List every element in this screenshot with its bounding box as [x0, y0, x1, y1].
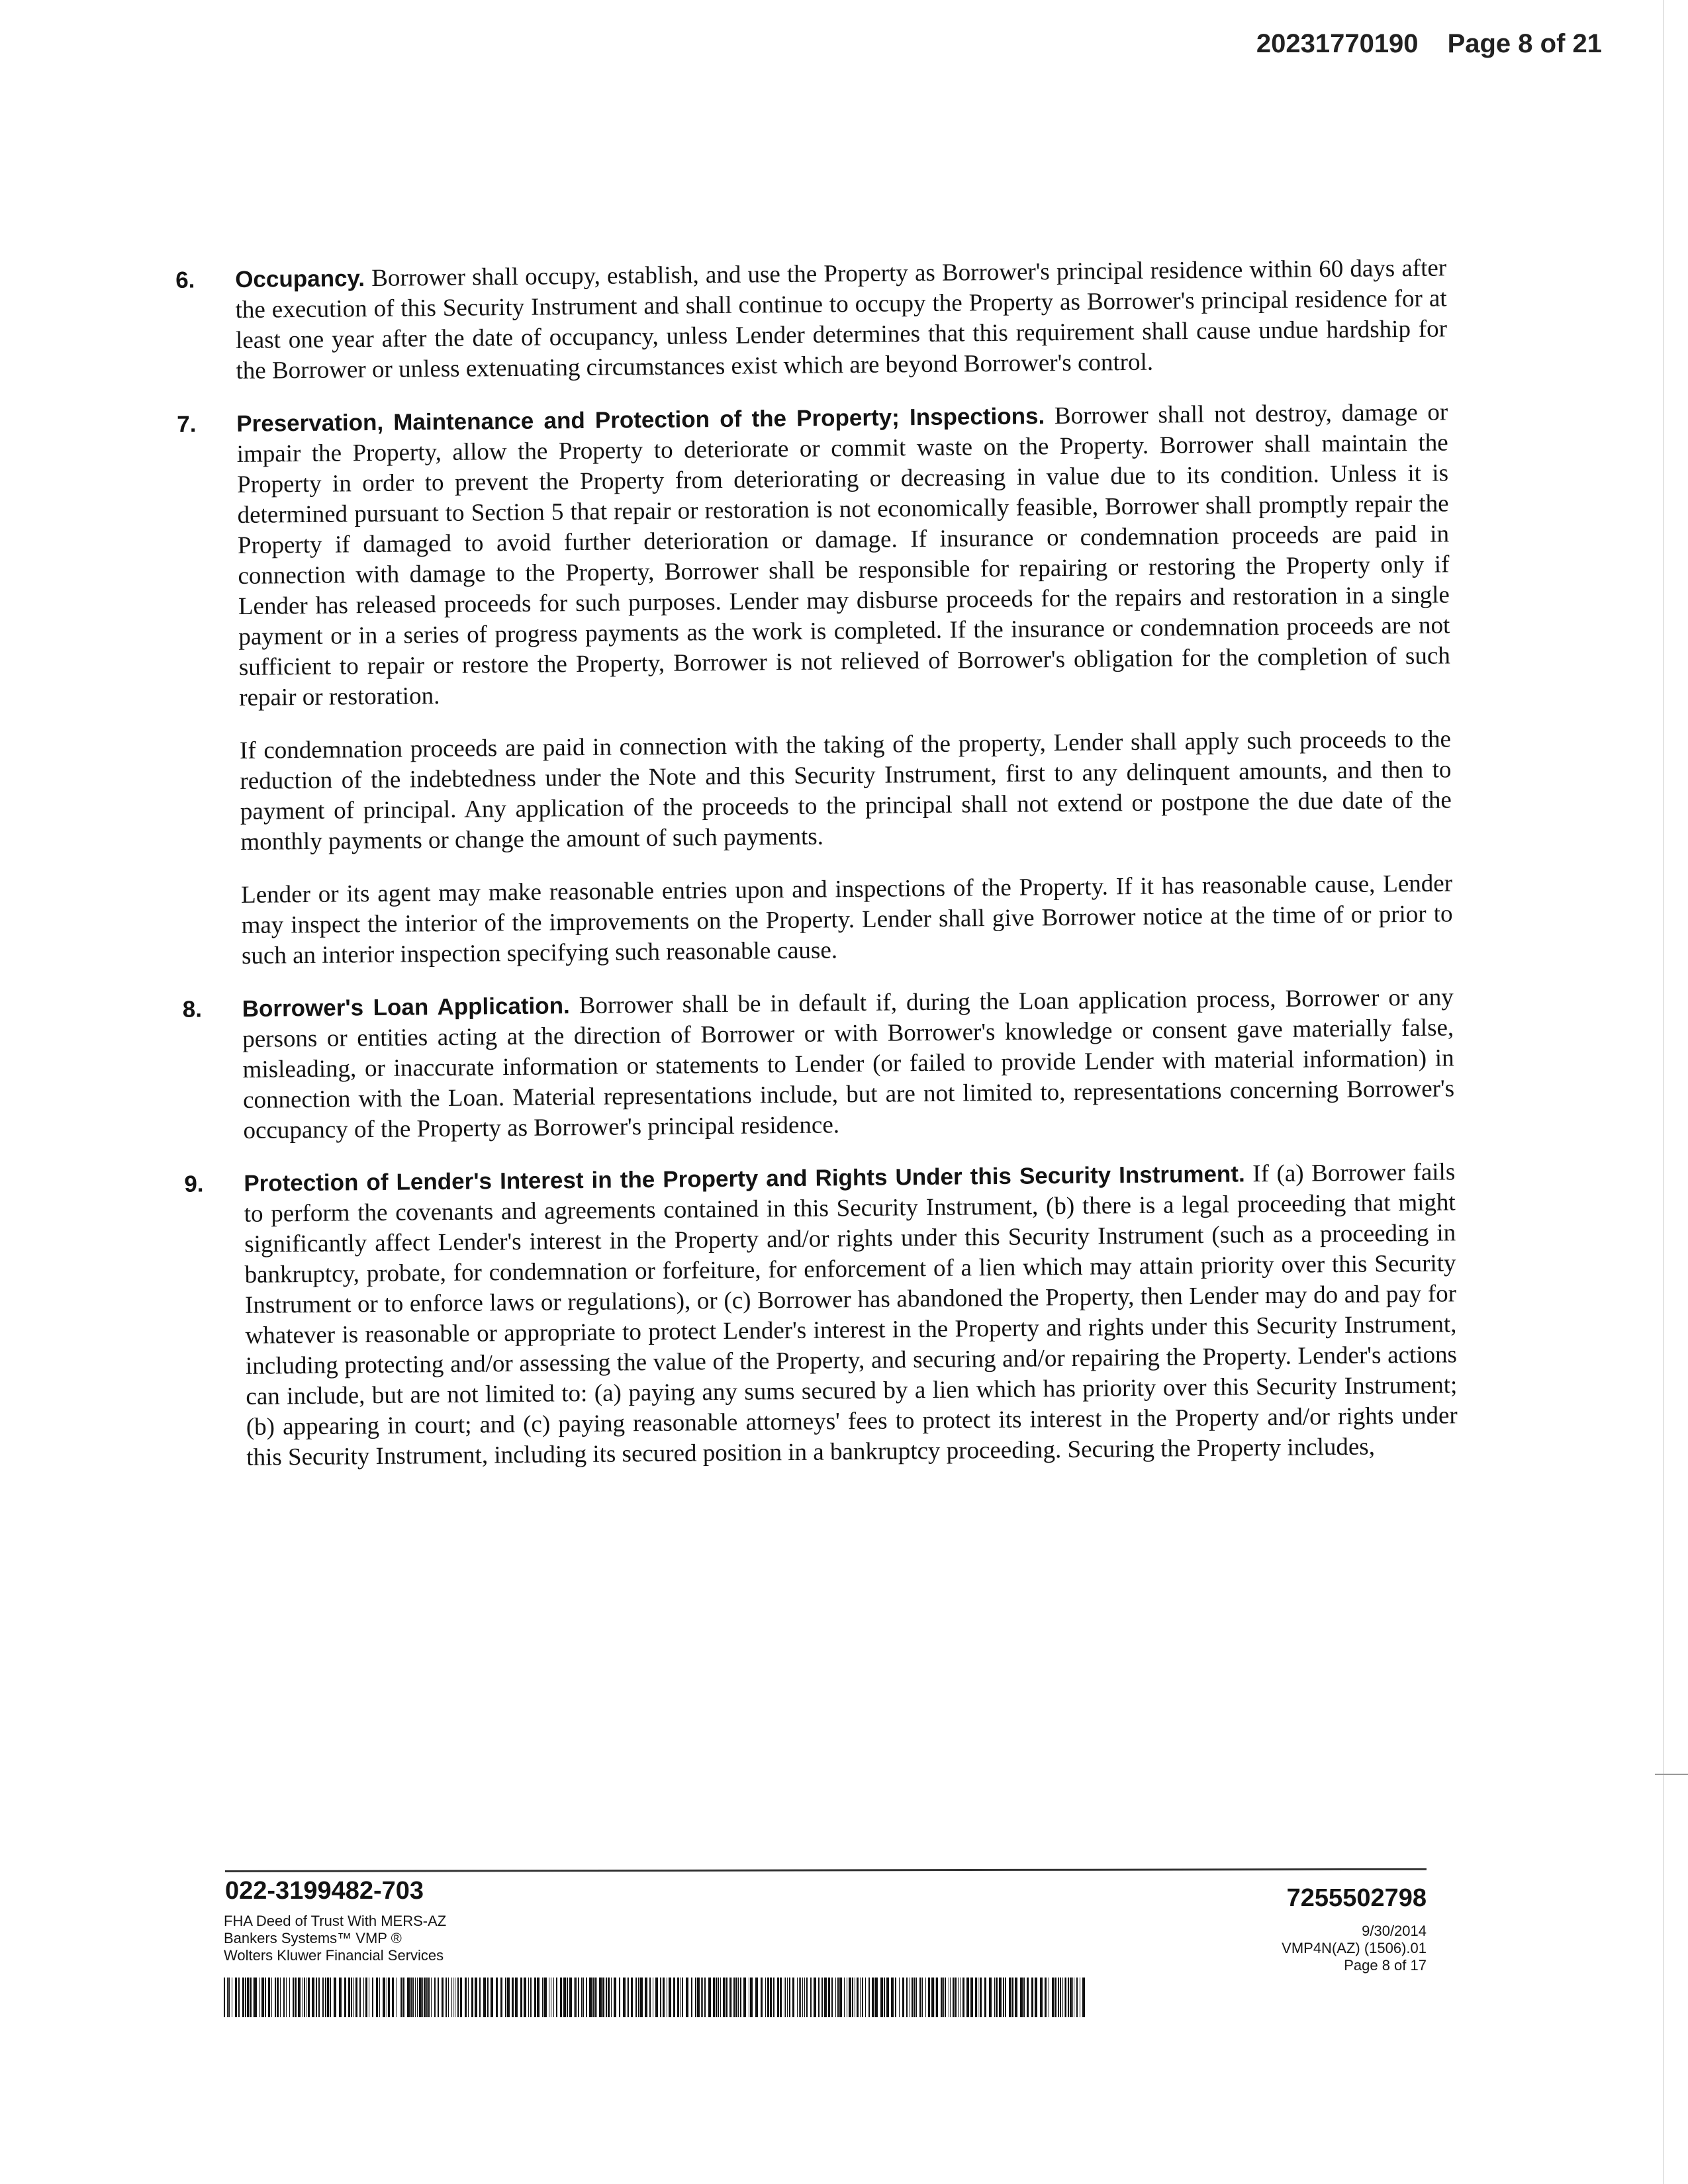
barcode-bar [875, 1978, 878, 2017]
barcode-bar [619, 1978, 620, 2017]
barcode-bar [731, 1978, 732, 2017]
barcode-bar [348, 1978, 350, 2017]
barcode-bar [1065, 1978, 1066, 2017]
barcode-bar [471, 1978, 473, 2017]
barcode-bar [777, 1978, 779, 2017]
barcode-bar [268, 1978, 270, 2017]
section-paragraph [235, 253, 1448, 387]
barcode-bar [594, 1978, 596, 2017]
barcode-bar [1023, 1978, 1025, 2017]
barcode-bar [491, 1978, 493, 2017]
barcode-bar [410, 1978, 412, 2017]
document-number: 20231770190 [1256, 29, 1419, 58]
barcode-bar [701, 1978, 702, 2017]
barcode-bar [828, 1978, 830, 2017]
barcode-bar [401, 1978, 402, 2017]
barcode-bar [407, 1978, 410, 2017]
barcode-bar [837, 1978, 839, 2017]
barcode-bar [902, 1978, 904, 2017]
barcode-bar [916, 1978, 917, 2017]
section-text: Borrower shall not destroy, damage or impair the Property, allow the Property to deteriorate or commit waste on the Property. Borrower shall maintain the Property in order to prevent the Property from deteriorating or decreasing in value due to its condition. Unless it is determined pursuant to Section 5 that repair or restoration is not economically feasible, Borrower shall promptly repair the Property if damaged to avoid further deterioration or damage. If insurance or condemnation proceeds are paid in connection with damage to the Property, Borrower shall be responsible for repairing or restoring the Property only if Lender has released proceeds for such purposes. Lender may disburse proceeds for the repairs and restoration in a single payment or in a series of progress payments as the work is completed. If the insurance or condemnation proceeds are not sufficient to repair or restore the Property, Borrower is not relieved of Borrower's obligation for the completion of such repair or restoration. [236, 398, 1450, 711]
barcode-bar [460, 1978, 462, 2017]
form-info-left [224, 1913, 446, 1964]
section-paragraph: Lender or its agent may make reasonable entries upon and inspections of the Property. If it has reasonable cause, Lender may inspect the interior of the improvements on the Property. Lender shall give Borrower notice at the time of or prior to such an interior inspection specifying such reasonable cause. [240, 870, 1453, 970]
barcode-bar [895, 1978, 896, 2017]
barcode-bar [534, 1978, 536, 2017]
barcode-bar [839, 1978, 842, 2017]
barcode-bar [682, 1978, 683, 2017]
barcode-bar [789, 1978, 790, 2017]
barcode-bar [224, 1978, 225, 2017]
barcode-bar [695, 1978, 696, 2017]
barcode-bar [912, 1978, 913, 2017]
barcode-bar [419, 1978, 422, 2017]
barcode-bar [424, 1978, 426, 2017]
barcode-bar [716, 1978, 717, 2017]
barcode-bar [1015, 1978, 1017, 2017]
barcode-bar [950, 1978, 951, 2017]
section-number: 9. [184, 1171, 204, 1197]
barcode-bar [438, 1978, 439, 2017]
barcode-bar [245, 1978, 246, 2017]
barcode-bar [275, 1978, 276, 2017]
form-date: 9/30/2014 [1362, 1923, 1427, 1939]
barcode-bar [479, 1978, 481, 2017]
section-number: 8. [182, 996, 203, 1023]
barcode-bar [914, 1978, 915, 2017]
barcode-bar [627, 1978, 628, 2017]
barcode-bar [553, 1978, 554, 2017]
barcode-bar [891, 1978, 894, 2017]
barcode-bar [563, 1978, 566, 2017]
barcode-bar [415, 1978, 416, 2017]
barcode-bar [392, 1978, 394, 2017]
form-info-line: FHA Deed of Trust With MERS-AZ [224, 1913, 447, 1929]
barcode-bar [581, 1978, 583, 2017]
barcode-bar [835, 1978, 836, 2017]
barcode-bar [970, 1978, 973, 2017]
barcode-bar [465, 1978, 467, 2017]
barcode-bar [308, 1978, 310, 2017]
barcode-bar [376, 1978, 378, 2017]
barcode-bar [322, 1978, 324, 2017]
barcode-bar [1031, 1978, 1033, 2017]
barcode-bar [862, 1978, 863, 2017]
barcode-bar [767, 1978, 769, 2017]
barcode-bar [283, 1978, 285, 2017]
barcode-bar [286, 1978, 287, 2017]
barcode-bar [919, 1978, 921, 2017]
barcode-bar [611, 1978, 612, 2017]
section-paragraph [244, 1157, 1458, 1473]
barcode-bar [468, 1978, 469, 2017]
section-6-occupancy [175, 253, 1448, 387]
barcode-bar [602, 1978, 604, 2017]
barcode-bar [277, 1978, 279, 2017]
barcode-bar [872, 1978, 874, 2017]
barcode-bar [475, 1978, 477, 2017]
barcode-bar [428, 1978, 430, 2017]
loan-number: 022-3199482-703 [225, 1877, 424, 1905]
section-8-loan-application [182, 982, 1455, 1146]
barcode-bar [359, 1978, 361, 2017]
barcode-bar [298, 1978, 301, 2017]
barcode-bar [261, 1978, 264, 2017]
barcode-bar [496, 1978, 498, 2017]
barcode-bar [743, 1978, 746, 2017]
barcode-bar [606, 1978, 607, 2017]
barcode-bar [765, 1978, 766, 2017]
barcode-bar [729, 1978, 731, 2017]
barcode-bar [569, 1978, 572, 2017]
barcode-bar [852, 1978, 853, 2017]
barcode-bar [542, 1978, 543, 2017]
document-body [175, 253, 1458, 1495]
barcode-bar [355, 1978, 357, 2017]
barcode-bar [318, 1978, 320, 2017]
barcode-bar [457, 1978, 459, 2017]
barcode-bar [899, 1978, 900, 2017]
section-9-protection [184, 1157, 1458, 1473]
barcode-bar [655, 1978, 658, 2017]
barcode-bar [922, 1978, 923, 2017]
form-info-line: Wolters Kluwer Financial Services [224, 1947, 444, 1964]
barcode-bar [238, 1978, 240, 2017]
barcode-bar [936, 1978, 938, 2017]
barcode-bar [227, 1978, 228, 2017]
section-number: 6. [175, 267, 195, 293]
barcode-bar [704, 1978, 706, 2017]
barcode-bar [583, 1978, 584, 2017]
barcode-bar [250, 1978, 252, 2017]
barcode-bar [524, 1978, 526, 2017]
section-paragraph: If condemnation proceeds are paid in connection with the taking of the property, Lender shall apply such proceeds to the reduction of the indebtedness under the Note and this Security Instrument, first to any delinquent amounts, and then to payment of principal. Any application of the proceeds to the principal shall not extend or postpone the due date of the monthly payments or change the amount of such payments. [239, 725, 1452, 856]
barcode-bar [975, 1978, 977, 2017]
barcode-bar [1055, 1978, 1056, 2017]
barcode-bar [966, 1978, 969, 2017]
barcode-bar [663, 1978, 665, 2017]
barcode-bar [253, 1978, 254, 2017]
barcode-bar [596, 1978, 597, 2017]
barcode-bar [512, 1978, 514, 2017]
section-heading: Occupancy. [235, 265, 365, 293]
form-info-line: Bankers Systems™ VMP ® [224, 1930, 402, 1946]
barcode-bar [925, 1978, 926, 2017]
barcode-bar [334, 1978, 336, 2017]
barcode-bar [953, 1978, 955, 2017]
barcode-bar [702, 1978, 703, 2017]
page-indicator: Page 8 of 21 [1447, 29, 1602, 58]
barcode-bar [638, 1978, 639, 2017]
barcode-bar [426, 1978, 428, 2017]
scan-edge [1663, 0, 1664, 2184]
barcode-bar [943, 1978, 944, 2017]
barcode-bar [417, 1978, 418, 2017]
barcode-bar [928, 1978, 930, 2017]
barcode-bar [735, 1978, 737, 2017]
barcode-bar [635, 1978, 637, 2017]
barcode-bar [353, 1978, 354, 2017]
barcode-bar [989, 1978, 992, 2017]
barcode-bar [589, 1978, 592, 2017]
barcode-bar [1045, 1978, 1047, 2017]
barcode-bar [804, 1978, 805, 2017]
barcode-bar [785, 1978, 786, 2017]
barcode-bar [708, 1978, 711, 2017]
barcode-bar [365, 1978, 367, 2017]
barcode-bar [372, 1978, 373, 2017]
section-number: 7. [177, 411, 197, 437]
barcode-bar [723, 1978, 725, 2017]
barcode-bar [1040, 1978, 1043, 2017]
barcode-bar [673, 1978, 675, 2017]
barcode-bar [505, 1978, 506, 2017]
barcode-bar [578, 1978, 579, 2017]
barcode-icon [224, 1978, 1092, 2017]
barcode-bar [1076, 1978, 1078, 2017]
form-code: VMP4N(AZ) (1506).01 [1282, 1940, 1427, 1956]
barcode-bar [1072, 1978, 1073, 2017]
barcode-bar [1012, 1978, 1013, 2017]
barcode-bar [631, 1978, 633, 2017]
barcode-bar [402, 1978, 404, 2017]
barcode-bar [865, 1978, 866, 2017]
barcode-bar [733, 1978, 735, 2017]
barcode-bar [1058, 1978, 1059, 2017]
barcode-bar [325, 1978, 326, 2017]
barcode-bar [1070, 1978, 1072, 2017]
barcode-bar [799, 1978, 800, 2017]
form-info-right [1282, 1923, 1427, 1974]
barcode-bar [802, 1978, 803, 2017]
barcode-bar [773, 1978, 774, 2017]
barcode-bar [1068, 1978, 1069, 2017]
barcode-bar [958, 1978, 959, 2017]
barcode-bar [792, 1978, 794, 2017]
barcode-bar [787, 1978, 788, 2017]
barcode-bar [271, 1978, 272, 2017]
barcode-bar [868, 1978, 870, 2017]
footer-divider [225, 1868, 1427, 1872]
barcode-bar [500, 1978, 502, 2017]
barcode-bar [445, 1978, 447, 2017]
barcode-bar [242, 1978, 244, 2017]
barcode-bar [755, 1978, 758, 2017]
barcode-bar [713, 1978, 715, 2017]
barcode-bar [857, 1978, 859, 2017]
barcode-bar [1082, 1978, 1085, 2017]
barcode-bar [1009, 1978, 1011, 2017]
barcode-bar [586, 1978, 587, 2017]
barcode-bar [691, 1978, 692, 2017]
section-heading: Borrower's Loan Application. [242, 993, 570, 1022]
barcode-bar [574, 1978, 575, 2017]
barcode-bar [645, 1978, 647, 2017]
section-7-preservation [177, 397, 1453, 972]
barcode-bar [265, 1978, 266, 2017]
barcode-bar [824, 1978, 827, 2017]
section-text: Borrower shall occupy, establish, and use the Property as Borrower's principal residence within 60 days after the execution of this Security Instrument and shall continue to occupy the Property as Borrower's principal residence for at least one year after the date of occupancy, unless Lender determines that this requirement shall cause undue hardship for the Borrower or unless extenuating circumstances exist which are beyond Borrower's control. [235, 254, 1448, 385]
barcode-bar [628, 1978, 629, 2017]
barcode-bar [412, 1978, 414, 2017]
barcode-bar [515, 1978, 518, 2017]
barcode-bar [448, 1978, 449, 2017]
barcode-bar [544, 1978, 547, 2017]
barcode-bar [1060, 1978, 1061, 2017]
barcode-bar [442, 1978, 444, 2017]
barcode-bar [818, 1978, 820, 2017]
barcode-bar [821, 1978, 823, 2017]
barcode-bar [945, 1978, 946, 2017]
barcode-bar [996, 1978, 998, 2017]
barcode-bar [780, 1978, 782, 2017]
barcode-bar [941, 1978, 943, 2017]
barcode-bar [289, 1978, 290, 2017]
barcode-bar [884, 1978, 885, 2017]
barcode-bar [984, 1978, 986, 2017]
barcode-bar [388, 1978, 390, 2017]
barcode-bar [906, 1978, 908, 2017]
barcode-bar [770, 1978, 772, 2017]
barcode-bar [955, 1978, 957, 2017]
barcode-bar [1052, 1978, 1055, 2017]
barcode-bar [726, 1978, 727, 2017]
barcode-bar [740, 1978, 741, 2017]
barcode-bar [560, 1978, 562, 2017]
page-header [1256, 29, 1602, 59]
barcode-bar [567, 1978, 568, 2017]
barcode-bar [1005, 1978, 1006, 2017]
barcode-bar [1003, 1978, 1004, 2017]
scan-mark [1655, 1774, 1688, 1775]
barcode-bar [592, 1978, 594, 2017]
section-paragraph [236, 397, 1450, 713]
barcode-bar [614, 1978, 616, 2017]
barcode-bar [351, 1978, 352, 2017]
barcode-bar [383, 1978, 385, 2017]
barcode-bar [980, 1978, 982, 2017]
barcode-bar [886, 1978, 889, 2017]
barcode-bar [761, 1978, 763, 2017]
barcode-bar [720, 1978, 721, 2017]
barcode-bar [831, 1978, 833, 2017]
barcode-bar [880, 1978, 883, 2017]
barcode-bar [259, 1978, 260, 2017]
barcode-bar [931, 1978, 934, 2017]
barcode-bar [677, 1978, 679, 2017]
barcode-bar [806, 1978, 808, 2017]
barcode-bar [960, 1978, 961, 2017]
barcode-bar [528, 1978, 529, 2017]
barcode-bar [697, 1978, 700, 2017]
barcode-bar [520, 1978, 522, 2017]
barcode-bar [1020, 1978, 1023, 2017]
barcode-bar [293, 1978, 294, 2017]
barcode-bar [539, 1978, 540, 2017]
barcode-bar [962, 1978, 964, 2017]
barcode-bar [316, 1978, 317, 2017]
barcode-bar [537, 1978, 539, 2017]
barcode-bar [422, 1978, 423, 2017]
barcode-bar [750, 1978, 753, 2017]
barcode-bar [431, 1978, 432, 2017]
case-number: 7255502798 [1286, 1884, 1427, 1912]
barcode-bar [623, 1978, 626, 2017]
barcode-bar [254, 1978, 257, 2017]
barcode-bar [649, 1978, 651, 2017]
barcode-bar [556, 1978, 557, 2017]
barcode-bar [295, 1978, 297, 2017]
barcode-bar [304, 1978, 305, 2017]
barcode-bar [680, 1978, 681, 2017]
barcode-bar [800, 1978, 801, 2017]
barcode-bar [487, 1978, 489, 2017]
barcode-bar [312, 1978, 314, 2017]
barcode-bar [483, 1978, 486, 2017]
barcode-bar [379, 1978, 380, 2017]
section-text: If (a) Borrower fails to perform the covenants and agreements contained in this Security Instrument, (b) there is a legal proceeding that might significantly affect Lender's interest in the Property and/or rights under this Security Instrument (such as a proceeding in bankruptcy, probate, for condemnation or forfeiture, for enforcement of a lien which may attain priority over this Security Instrument or to enforce laws or regulations), or (c) Borrower has abandoned the Property, then Lender may do and pay for whatever is reasonable or appropriate to protect Lender's interest in the Property and rights under this Security Instrument, including protecting and/or assessing the value of the Property, and securing and/or repairing the Property. Lender's actions can include, but are not limited to: (a) paying any sums secured by a lien which has priority over this Security Instrument; (b) appearing in court; and (c) paying reasonable attorneys' fees to protect its interest in the Property and/or rights under this Security Instrument, including its secured position in a bankruptcy proceeding. Securing the Property includes, [244, 1158, 1458, 1471]
barcode-bar [999, 1978, 1002, 2017]
barcode-bar [507, 1978, 510, 2017]
barcode-bar [599, 1978, 602, 2017]
barcode-bar [228, 1978, 230, 2017]
section-text: Borrower shall be in default if, during the Loan application process, Borrower or any persons or entities acting at the direction of Borrower or with Borrower's knowledge or consent gave materially false, misleading, or inaccurate information or statements to Lender (or failed to provide Lender with material information) in connection with the Loan. Material representations include, but are not limited to, representations concerning Borrower's occupancy of the Property as Borrower's principal residence. [242, 983, 1455, 1144]
barcode-bar [669, 1978, 671, 2017]
barcode-bar [718, 1978, 719, 2017]
barcode-bar [797, 1978, 798, 2017]
barcode-bar [849, 1978, 851, 2017]
barcode-bar [344, 1978, 346, 2017]
barcode-bar [280, 1978, 281, 2017]
barcode-bar [451, 1978, 452, 2017]
barcode-bar [1062, 1978, 1063, 2017]
barcode-bar [640, 1978, 643, 2017]
barcode-bar [235, 1978, 237, 2017]
barcode-bar [738, 1978, 739, 2017]
section-heading: Protection of Lender's Interest in the Property and Rights Under this Security Instrument. [244, 1161, 1245, 1197]
barcode-bar [363, 1978, 364, 2017]
barcode-bar [686, 1978, 688, 2017]
section-paragraph [242, 982, 1455, 1146]
barcode-bar [994, 1978, 995, 2017]
barcode-bar [330, 1978, 331, 2017]
barcode-bar [339, 1978, 342, 2017]
barcode-bar [247, 1978, 249, 2017]
barcode-bar [844, 1978, 845, 2017]
barcode-bar [608, 1978, 610, 2017]
barcode-bar [814, 1978, 816, 2017]
barcode-bar [860, 1978, 861, 2017]
barcode-bar [660, 1978, 661, 2017]
barcode-bar [434, 1978, 436, 2017]
form-page: Page 8 of 17 [1344, 1957, 1427, 1974]
barcode-bar [530, 1978, 532, 2017]
barcode-bar [575, 1978, 577, 2017]
section-heading: Preservation, Maintenance and Protection of the Property; Inspections. [236, 403, 1045, 437]
barcode-bar [810, 1978, 812, 2017]
barcode-bar [1027, 1978, 1029, 2017]
barcode-bar [327, 1978, 329, 2017]
barcode-bar [1035, 1978, 1037, 2017]
